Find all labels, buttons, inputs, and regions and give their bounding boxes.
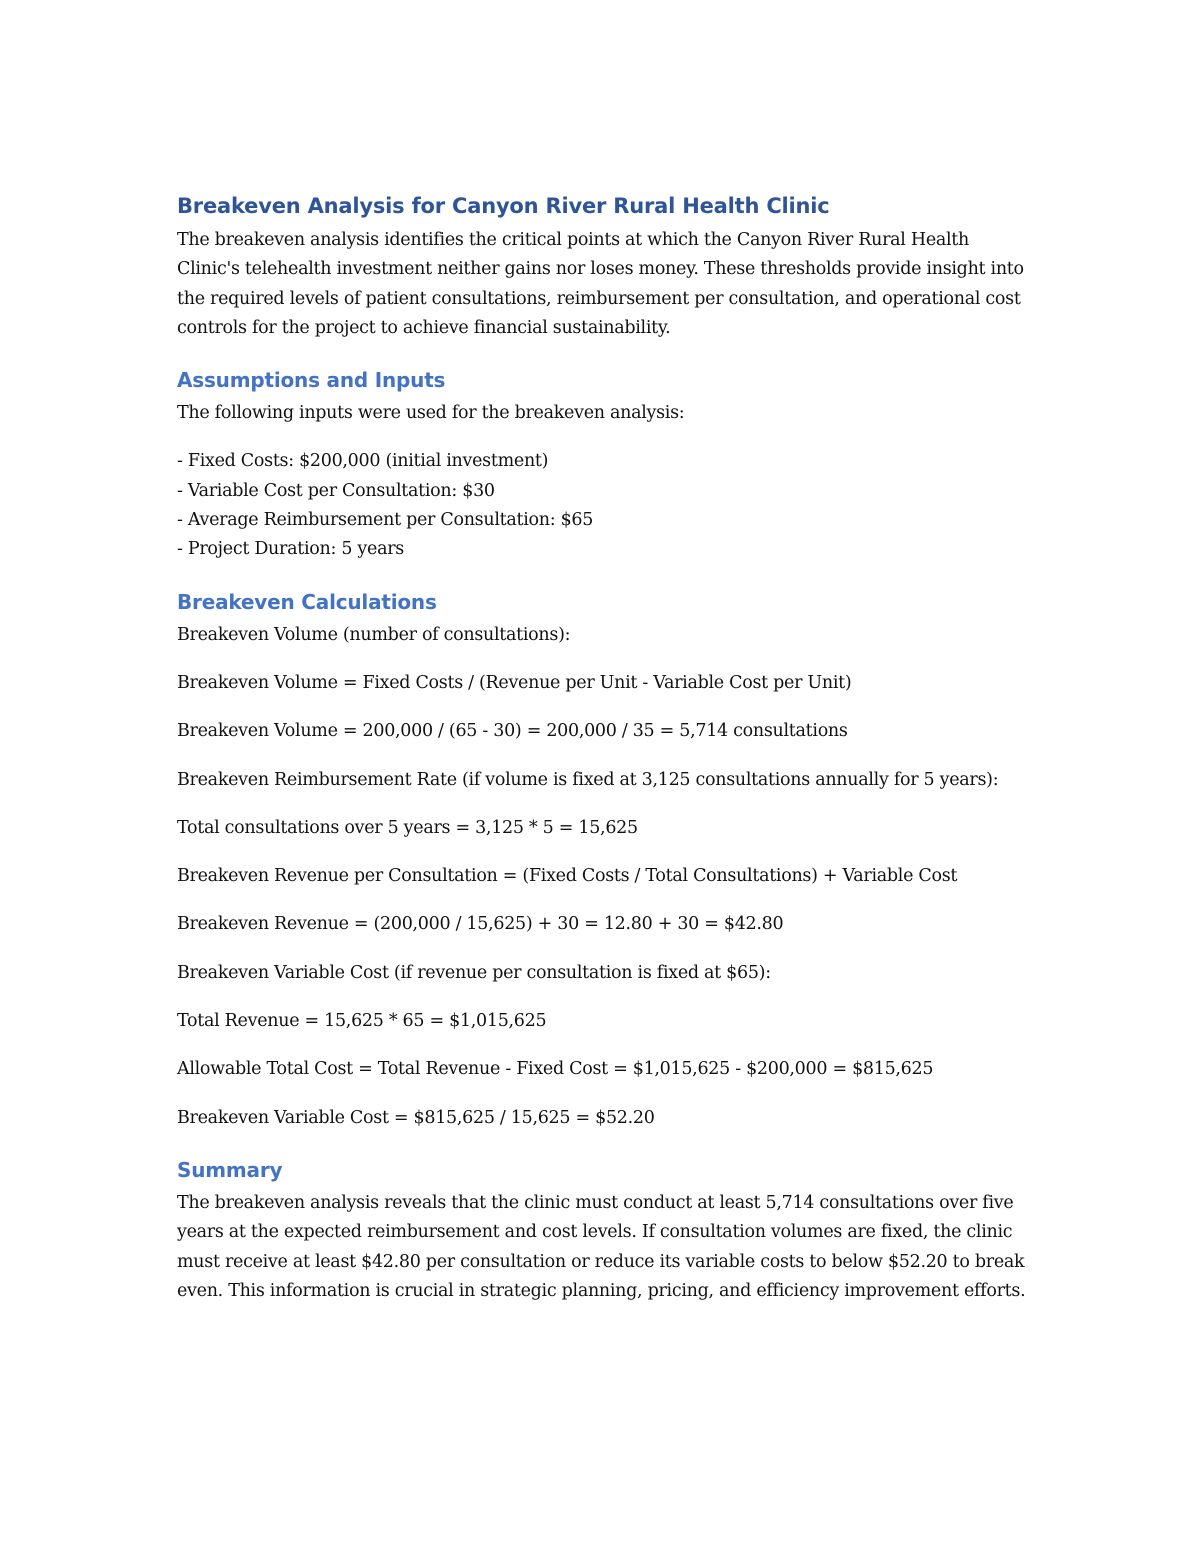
assumptions-lead: The following inputs were used for the breakeven analysis: bbox=[177, 403, 685, 424]
calculations-heading: Breakeven Calculations bbox=[177, 589, 437, 614]
calc-line-rate-label: Breakeven Reimbursement Rate (if volume is fixed at 3,125 consultations annually for 5 years): bbox=[177, 769, 999, 790]
calc-line-allowable-cost: Allowable Total Cost = Total Revenue - Fixed Cost = $1,015,625 - $200,000 = $815,625 bbox=[177, 1059, 934, 1080]
input-item-duration: - Project Duration: 5 years bbox=[177, 539, 404, 560]
calc-line-variable-cost-result: Breakeven Variable Cost = $815,625 / 15,625 = $52.20 bbox=[177, 1107, 655, 1128]
input-item-variable-cost: - Variable Cost per Consultation: $30 bbox=[177, 480, 495, 501]
document-page bbox=[177, 190, 1027, 1306]
document-title: Breakeven Analysis for Canyon River Rural Health Clinic bbox=[177, 194, 830, 218]
calc-line-revenue-formula: Breakeven Revenue per Consultation = (Fixed Costs / Total Consultations) + Variable Cost bbox=[177, 866, 958, 887]
calc-line-volume-label: Breakeven Volume (number of consultations): bbox=[177, 624, 571, 645]
calc-line-revenue-result: Breakeven Revenue = (200,000 / 15,625) + 30 = 12.80 + 30 = $42.80 bbox=[177, 914, 784, 935]
calc-line-total-revenue: Total Revenue = 15,625 * 65 = $1,015,625 bbox=[177, 1011, 547, 1032]
summary-heading: Summary bbox=[177, 1157, 283, 1182]
calc-line-volume-formula: Breakeven Volume = Fixed Costs / (Revenue per Unit - Variable Cost per Unit) bbox=[177, 672, 852, 693]
input-item-reimbursement: - Average Reimbursement per Consultation: $65 bbox=[177, 510, 594, 531]
inputs-list bbox=[177, 447, 1027, 564]
input-item-fixed-costs: - Fixed Costs: $200,000 (initial investment) bbox=[177, 451, 549, 472]
calc-line-volume-result: Breakeven Volume = 200,000 / (65 - 30) = 200,000 / 35 = 5,714 consultations bbox=[177, 721, 848, 742]
intro-paragraph: The breakeven analysis identifies the critical points at which the Canyon River Rural Health Clinic's telehealth investment neither gains nor loses money. These thresholds provide insight into the required levels of patient consultations, reimbursement per consultation, and operational cost controls for the project to achieve financial sustainability. bbox=[177, 230, 1024, 338]
calc-line-total-consultations: Total consultations over 5 years = 3,125 * 5 = 15,625 bbox=[177, 817, 638, 838]
calc-line-variable-cost-label: Breakeven Variable Cost (if revenue per consultation is fixed at $65): bbox=[177, 962, 771, 983]
assumptions-heading: Assumptions and Inputs bbox=[177, 368, 446, 393]
summary-paragraph: The breakeven analysis reveals that the clinic must conduct at least 5,714 consultations over five years at the expected reimbursement and cost levels. If consultation volumes are fixed, the clinic must receive at least $42.80 per consultation or reduce its variable costs to below $52.20 to break even. This information is crucial in strategic planning, pricing, and efficiency improvement efforts. bbox=[177, 1192, 1026, 1301]
